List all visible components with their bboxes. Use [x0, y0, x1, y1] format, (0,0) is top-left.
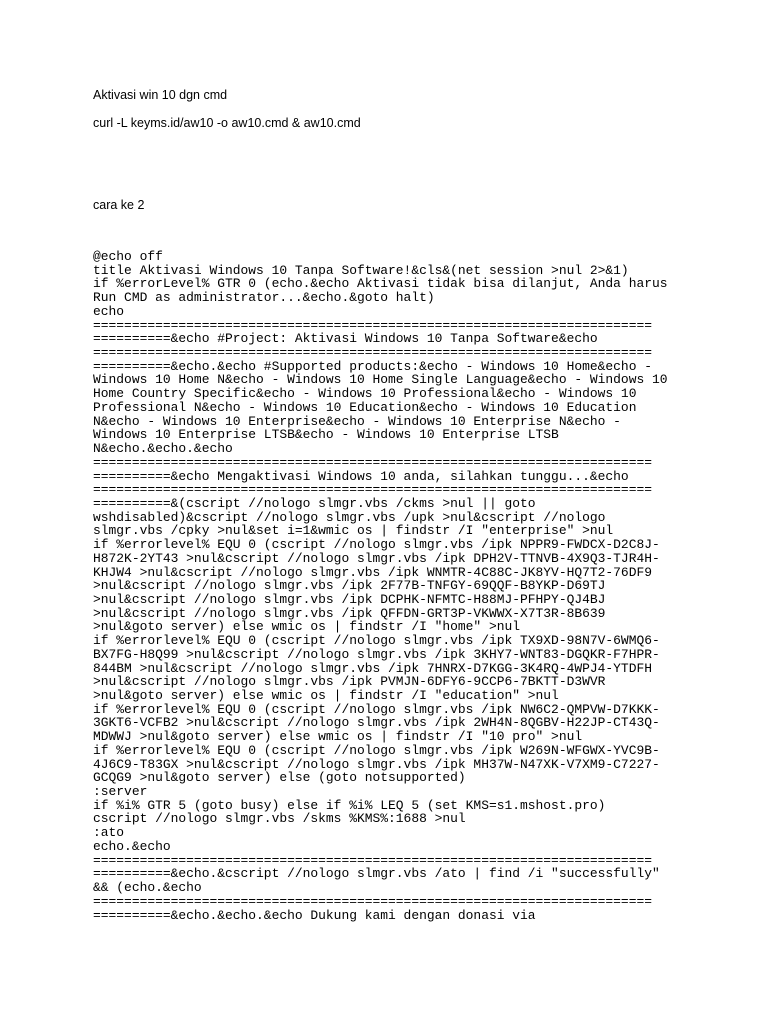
script-line: Windows 10 Enterprise LTSB&echo - Windows 10 Enterprise LTSB: [93, 427, 559, 443]
script-line: KHJW4 >nul&cscript //nologo slmgr.vbs /ipk WNMTR-4C88C-JK8YV-HQ7T2-76DF9: [93, 564, 652, 580]
script-line: ========================================================================: [93, 893, 652, 909]
script-line: H872K-2YT43 >nul&cscript //nologo slmgr.vbs /ipk DPH2V-TTNVB-4X9Q3-TJR4H-: [93, 550, 660, 566]
batch-script-block: [93, 250, 668, 922]
script-line: slmgr.vbs /cpky >nul&set i=1&wmic os | findstr /I "enterprise" >nul: [93, 523, 614, 539]
script-line: >nul&goto server) else wmic os | findstr /I "home" >nul: [93, 619, 521, 635]
script-line: :ato: [93, 825, 125, 841]
script-line: Windows 10 Home N&echo - Windows 10 Home Single Language&echo - Windows 10: [93, 372, 668, 388]
script-line: title Aktivasi Windows 10 Tanpa Software!&cls&(net session >nul 2>&1): [93, 262, 629, 278]
script-line: 4J6C9-T83GX >nul&cscript //nologo slmgr.vbs /ipk MH37W-N47XK-V7XM9-C7227-: [93, 756, 660, 772]
script-line: if %errorlevel% EQU 0 (cscript //nologo slmgr.vbs /ipk TX9XD-98N7V-6WMQ6-: [93, 633, 660, 649]
script-line: :server: [93, 784, 148, 800]
script-line: echo: [93, 303, 125, 319]
script-line: ==========&(cscript //nologo slmgr.vbs /ckms >nul || goto: [93, 495, 536, 511]
script-line: MDWWJ >nul&goto server) else wmic os | findstr /I "10 pro" >nul: [93, 729, 583, 745]
script-line: ==========&echo #Project: Aktivasi Windows 10 Tanpa Software&echo: [93, 331, 598, 347]
script-line: if %errorlevel% EQU 0 (cscript //nologo slmgr.vbs /ipk NW6C2-QMPVW-D7KKK-: [93, 701, 660, 717]
script-line: if %errorLevel% GTR 0 (echo.&echo Aktivasi tidak bisa dilanjut, Anda harus: [93, 276, 668, 292]
script-line: >nul&cscript //nologo slmgr.vbs /ipk PVMJN-6DFY6-9CCP6-7BKTT-D3WVR: [93, 674, 606, 690]
script-line: cscript //nologo slmgr.vbs /skms %KMS%:1688 >nul: [93, 811, 466, 827]
script-line: @echo off: [93, 249, 163, 264]
script-line: ==========&echo.&cscript //nologo slmgr.vbs /ato | find /i "successfully": [93, 866, 660, 882]
curl-command: curl -L keyms.id/aw10 -o aw10.cmd & aw10.cmd: [93, 116, 361, 130]
script-line: >nul&cscript //nologo slmgr.vbs /ipk 2F77B-TNFGY-69QQF-B8YKP-D69TJ: [93, 578, 606, 594]
script-line: ==========&echo.&echo #Supported products:&echo - Windows 10 Home&echo -: [93, 358, 652, 374]
script-line: ========================================================================: [93, 317, 652, 333]
script-line: 3GKT6-VCFB2 >nul&cscript //nologo slmgr.vbs /ipk 2WH4N-8QGBV-H22JP-CT43Q-: [93, 715, 660, 731]
script-line: Professional N&echo - Windows 10 Education&echo - Windows 10 Education: [93, 399, 637, 415]
script-line: >nul&cscript //nologo slmgr.vbs /ipk DCPHK-NFMTC-H88MJ-PFHPY-QJ4BJ: [93, 591, 606, 607]
script-line: ==========&echo Mengaktivasi Windows 10 anda, silahkan tunggu...&echo: [93, 468, 629, 484]
script-line: ========================================================================: [93, 454, 652, 470]
script-line: N&echo.&echo.&echo: [93, 441, 233, 457]
script-line: ========================================================================: [93, 345, 652, 361]
script-line: ==========&echo.&echo.&echo Dukung kami dengan donasi via: [93, 907, 536, 923]
script-line: >nul&goto server) else wmic os | findstr /I "education" >nul: [93, 688, 559, 703]
script-line: Home Country Specific&echo - Windows 10 Professional&echo - Windows 10: [93, 386, 637, 402]
script-line: GCQG9 >nul&goto server) else (goto notsupported): [93, 770, 466, 786]
script-line: echo.&echo: [93, 838, 171, 854]
script-line: if %errorlevel% EQU 0 (cscript //nologo slmgr.vbs /ipk NPPR9-FWDCX-D2C8J-: [93, 537, 660, 553]
script-line: 844BM >nul&cscript //nologo slmgr.vbs /ipk 7HNRX-D7KGG-3K4RQ-4WPJ4-YTDFH: [93, 660, 652, 676]
script-line: Run CMD as administrator...&echo.&goto halt): [93, 290, 435, 306]
script-line: BX7FG-H8Q99 >nul&cscript //nologo slmgr.vbs /ipk 3KHY7-WNT83-DGQKR-F7HPR-: [93, 646, 660, 662]
script-line: && (echo.&echo: [93, 880, 202, 896]
script-line: ========================================================================: [93, 852, 652, 868]
script-line: >nul&cscript //nologo slmgr.vbs /ipk QFFDN-GRT3P-VKWWX-X7T3R-8B639: [93, 605, 606, 621]
script-line: if %i% GTR 5 (goto busy) else if %i% LEQ 5 (set KMS=s1.mshost.pro): [93, 797, 606, 813]
script-line: ========================================================================: [93, 482, 652, 498]
script-line: wshdisabled)&cscript //nologo slmgr.vbs /upk >nul&cscript //nologo: [93, 509, 606, 525]
script-line: if %errorlevel% EQU 0 (cscript //nologo slmgr.vbs /ipk W269N-WFGWX-YVC9B-: [93, 742, 660, 758]
document-title: Aktivasi win 10 dgn cmd: [93, 88, 228, 102]
script-line: N&echo - Windows 10 Enterprise&echo - Windows 10 Enterprise N&echo -: [93, 413, 621, 429]
method-two-label: cara ke 2: [93, 198, 145, 212]
